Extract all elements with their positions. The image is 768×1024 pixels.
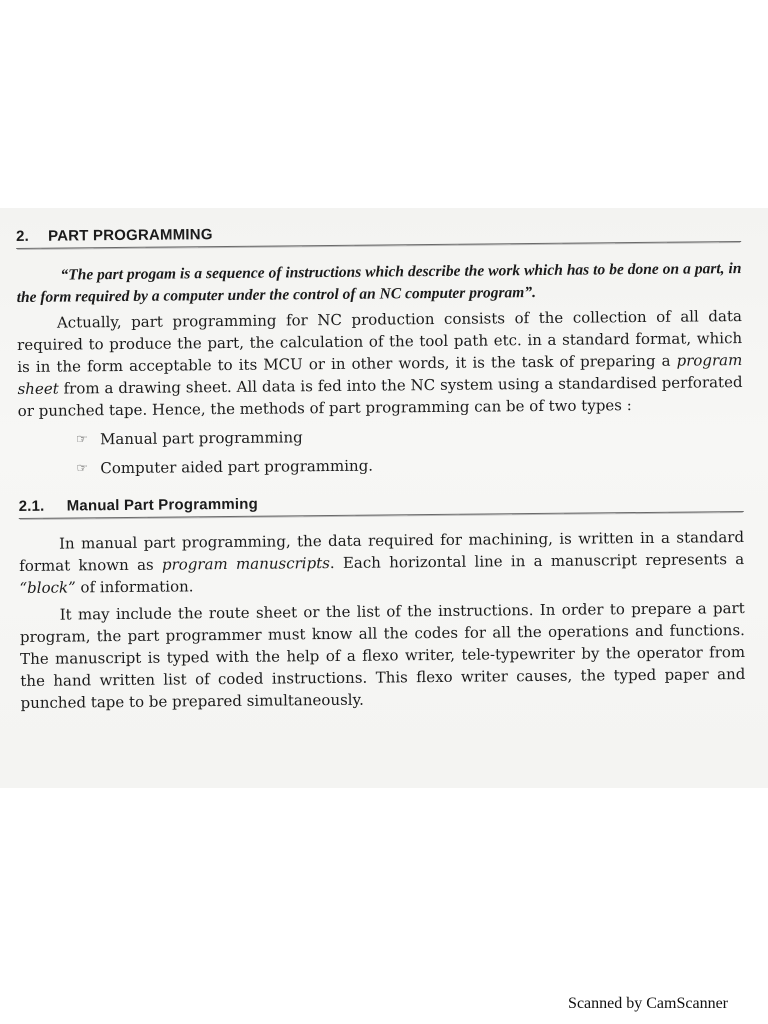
- subsection-title: Manual Part Programming: [66, 495, 259, 515]
- manual-italic-term-2: “block”: [19, 578, 76, 597]
- section-heading: [16, 221, 741, 249]
- manual-text-2: . Each horizontal line in a manuscript represents a: [329, 550, 745, 573]
- intro-paragraph: [17, 305, 743, 422]
- scanned-page: [0, 208, 768, 788]
- manual-italic-term-1: program manuscripts: [161, 554, 330, 574]
- list-item-label: Computer aided part programming.: [100, 456, 374, 478]
- scanner-watermark: Scanned by CamScanner: [568, 995, 728, 1012]
- manual-text-3: of information.: [75, 577, 194, 597]
- list-item-label: Manual part programming: [99, 428, 303, 449]
- manual-text-1: In manual part programming, the data required for machining, is written in a standard format known as: [19, 528, 745, 575]
- programming-types-list: [18, 419, 744, 484]
- subsection-number: 2.1.: [18, 497, 45, 515]
- manual-paragraph-1: [19, 526, 745, 599]
- section-number: 2.: [16, 227, 30, 245]
- intro-text-2: from a drawing sheet. All data is fed into the NC system using a standardised perforated or punched tape. Hence, the methods of part programming can be of two types :: [17, 373, 743, 420]
- intro-text-1: Actually, part programming for NC production consists of the collection of all data required to produce the part, the calculation of the tool path etc. in a standard format, which is in the form acceptable to its MCU or in other words, it is the task of preparing a: [17, 307, 743, 376]
- definition-quote: “The part progam is a sequence of instructions which describe the work which has to be done on a part, in the form required by a computer under the control of an NC computer program”.: [16, 260, 742, 306]
- pointing-hand-icon: ☞: [75, 432, 88, 448]
- pointing-hand-icon: ☞: [76, 461, 89, 477]
- page-content: [16, 221, 746, 714]
- intro-italic-term: program sheet: [17, 351, 743, 398]
- section-title: PART PROGRAMMING: [47, 226, 213, 245]
- manual-paragraph-2: It may include the route sheet or the list of the instructions. In order to prepare a part program, the part programmer must know all the codes for all the operations and functions. The manuscript is typed with the help of a flexo writer, tele-typewriter by the operator from the hand written list of coded instructions. This flexo writer causes, the typed paper and punched tape to be prepared simultaneously.: [19, 599, 746, 712]
